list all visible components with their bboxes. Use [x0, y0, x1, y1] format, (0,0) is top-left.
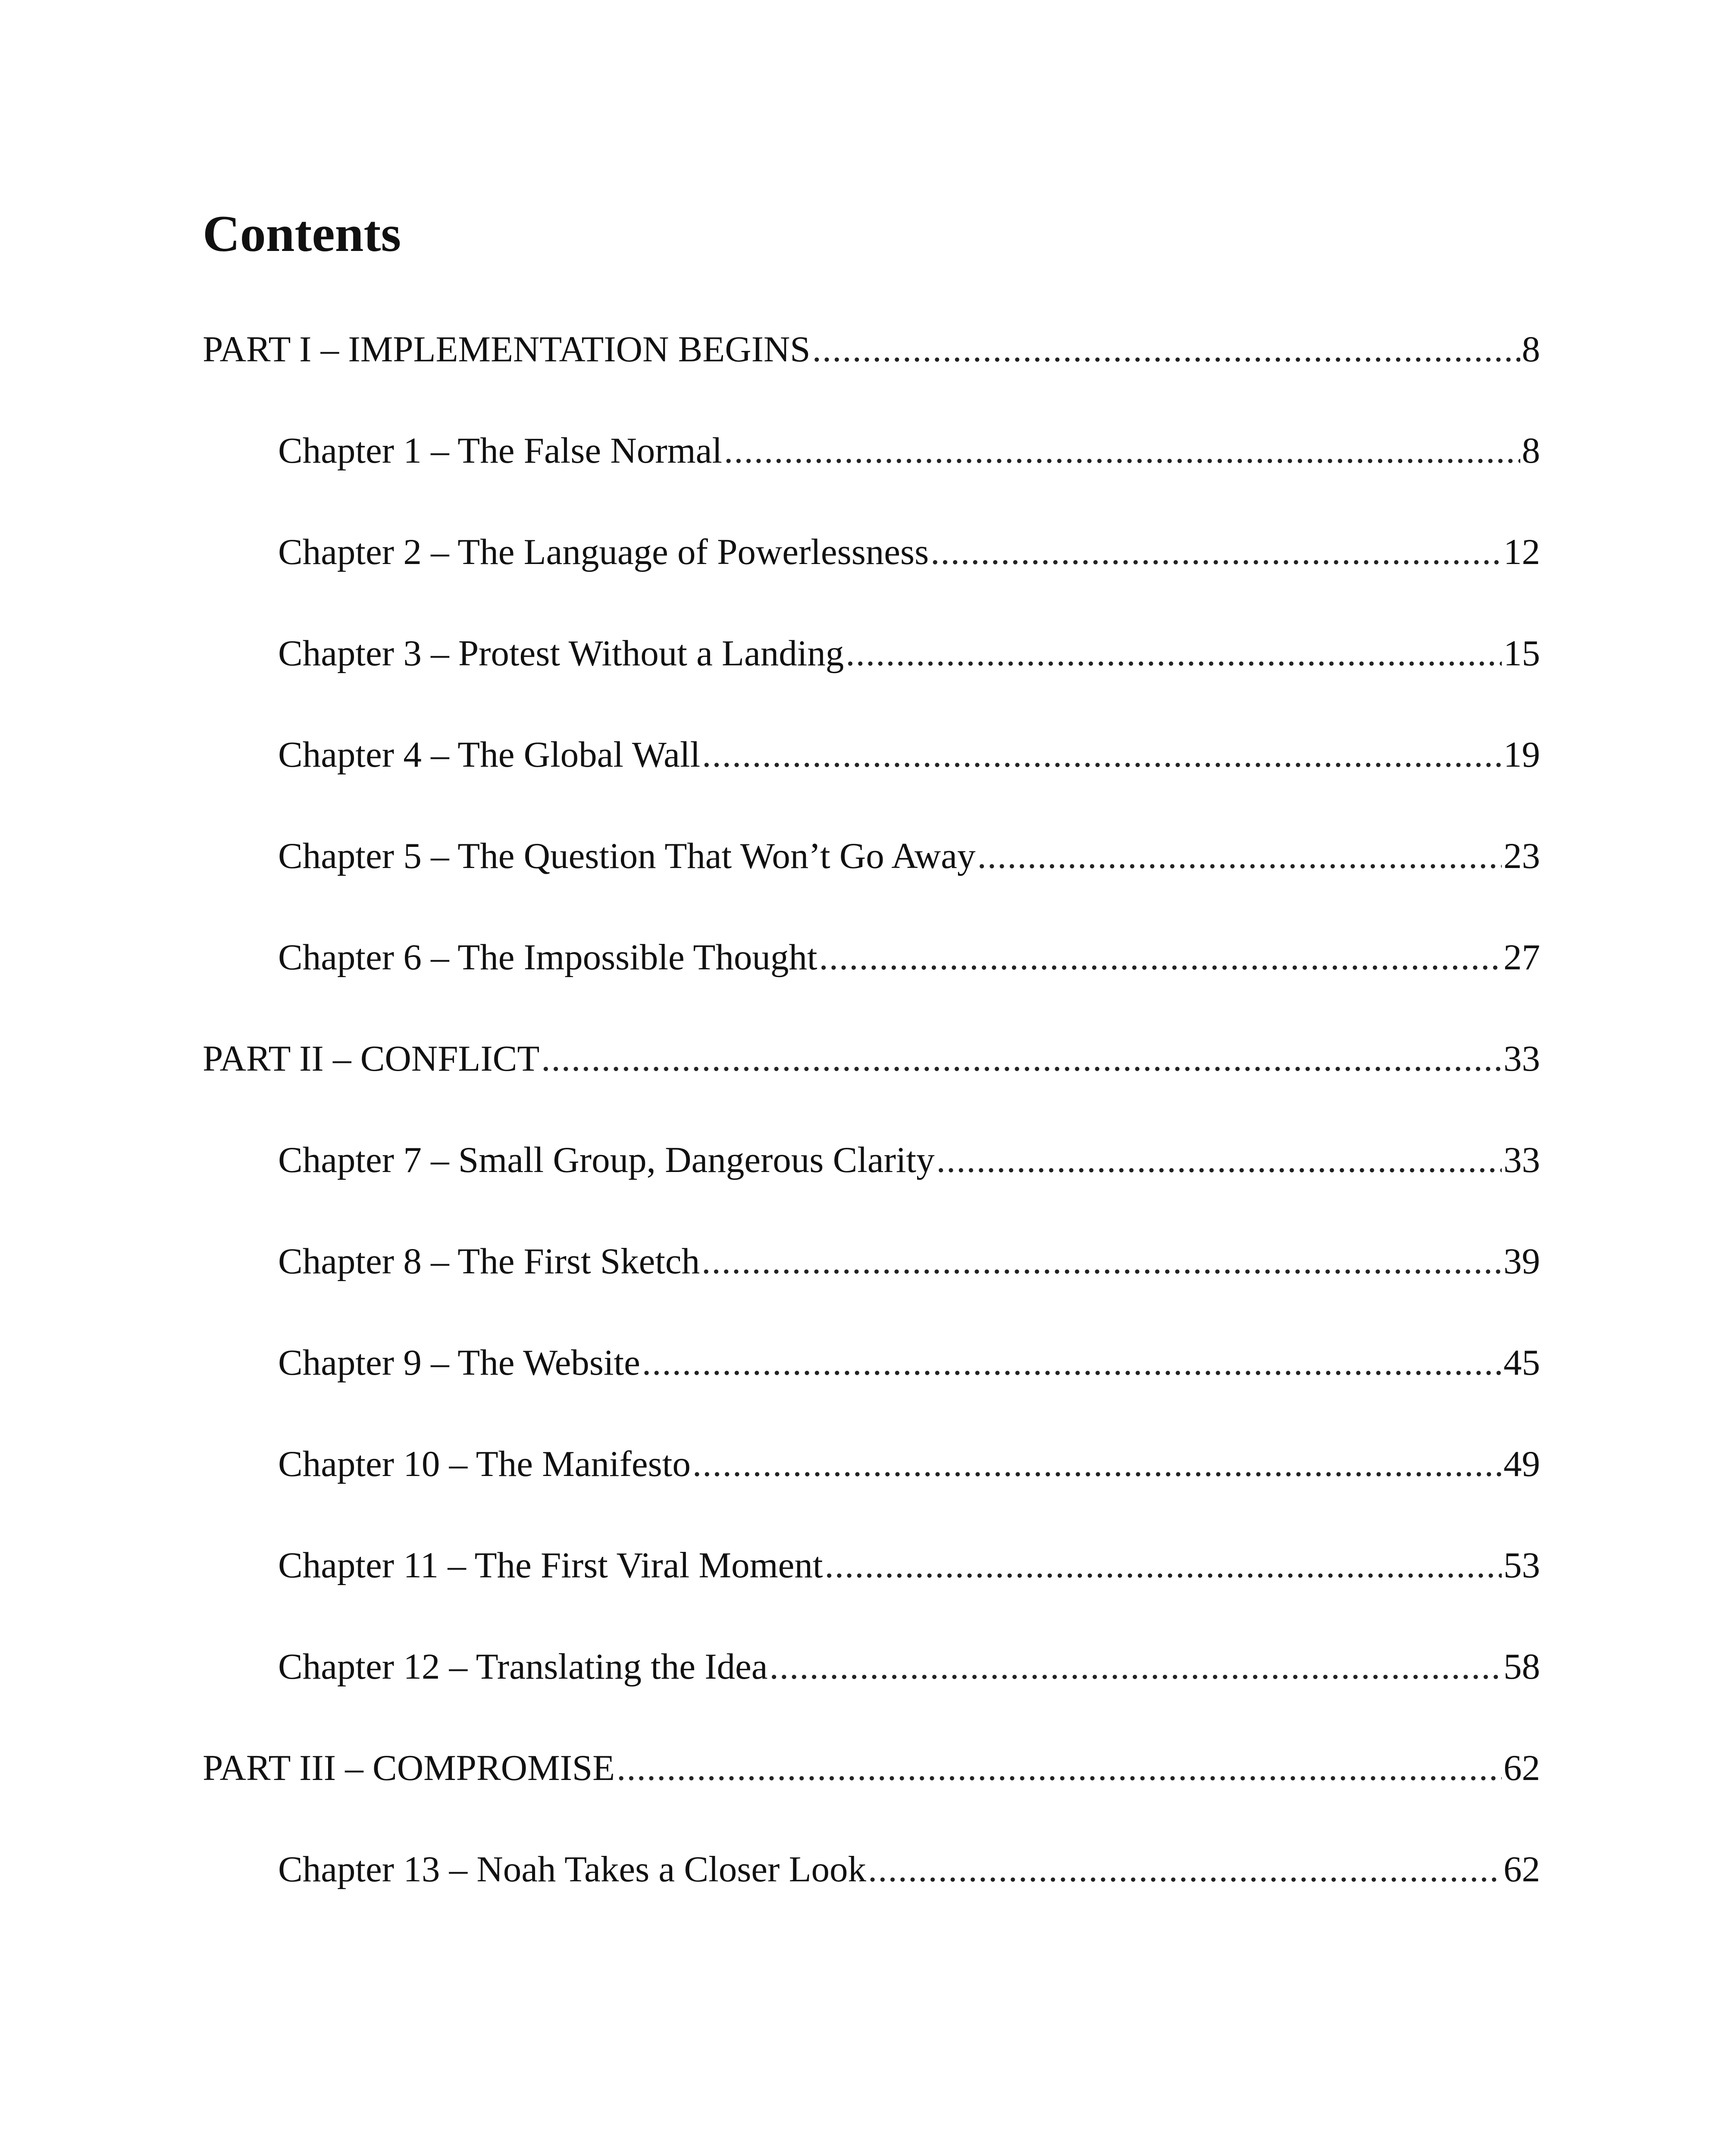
toc-entry-label: Chapter 8 – The First Sketch — [278, 1241, 700, 1282]
toc-part-entry[interactable] — [203, 1035, 1540, 1082]
dot-leader — [812, 326, 1520, 373]
toc-entry-label: PART III – COMPROMISE — [203, 1748, 615, 1788]
toc-entry-page-number: 45 — [1503, 1342, 1540, 1383]
dot-leader — [642, 1339, 1502, 1386]
page-title: Contents — [203, 205, 401, 262]
toc-chapter-entry[interactable] — [278, 934, 1540, 981]
toc-entry-page-number: 12 — [1503, 532, 1540, 572]
toc-part-entry[interactable] — [203, 326, 1540, 373]
dot-leader — [617, 1744, 1502, 1792]
toc-entry-page-number: 19 — [1503, 734, 1540, 775]
toc-entry-label: Chapter 12 – Translating the Idea — [278, 1646, 768, 1687]
toc-entry-label: Chapter 7 – Small Group, Dangerous Clarity — [278, 1140, 935, 1180]
dot-leader — [702, 731, 1502, 778]
toc-entry-page-number: 23 — [1503, 836, 1540, 876]
toc-entry-page-number: 62 — [1503, 1849, 1540, 1890]
toc-entry-label: Chapter 2 – The Language of Powerlessness — [278, 532, 929, 572]
toc-chapter-entry[interactable] — [278, 1542, 1540, 1589]
toc-entry-page-number: 53 — [1503, 1545, 1540, 1586]
toc-chapter-entry[interactable] — [278, 731, 1540, 778]
toc-entry-label: Chapter 6 – The Impossible Thought — [278, 937, 817, 978]
toc-entry-page-number: 39 — [1503, 1241, 1540, 1282]
dot-leader — [724, 427, 1520, 474]
dot-leader — [770, 1643, 1502, 1690]
toc-entry-page-number: 33 — [1503, 1038, 1540, 1079]
dot-leader — [936, 1136, 1502, 1184]
dot-leader — [541, 1035, 1502, 1082]
dot-leader — [846, 630, 1502, 677]
dot-leader — [702, 1238, 1502, 1285]
toc-chapter-entry[interactable] — [278, 832, 1540, 880]
toc-chapter-entry[interactable] — [278, 1136, 1540, 1184]
toc-entry-label: Chapter 13 – Noah Takes a Closer Look — [278, 1849, 866, 1890]
toc-chapter-entry[interactable] — [278, 427, 1540, 474]
toc-chapter-entry[interactable] — [278, 1339, 1540, 1386]
toc-chapter-entry[interactable] — [278, 1440, 1540, 1488]
toc-entry-page-number: 15 — [1503, 633, 1540, 674]
toc-entry-page-number: 62 — [1503, 1748, 1540, 1788]
toc-entry-label: Chapter 3 – Protest Without a Landing — [278, 633, 844, 674]
dot-leader — [930, 528, 1502, 576]
toc-entry-page-number: 27 — [1503, 937, 1540, 978]
toc-chapter-entry[interactable] — [278, 630, 1540, 677]
toc-entry-page-number: 8 — [1522, 329, 1540, 370]
toc-entry-label: Chapter 4 – The Global Wall — [278, 734, 701, 775]
toc-entry-label: Chapter 1 – The False Normal — [278, 430, 723, 471]
toc-entry-label: PART II – CONFLICT — [203, 1038, 540, 1079]
toc-entry-label: PART I – IMPLEMENTATION BEGINS — [203, 329, 811, 370]
toc-chapter-entry[interactable] — [278, 1238, 1540, 1285]
dot-leader — [977, 832, 1502, 880]
toc-entry-label: Chapter 10 – The Manifesto — [278, 1444, 691, 1484]
toc-entry-label: Chapter 11 – The First Viral Moment — [278, 1545, 823, 1586]
toc-chapter-entry[interactable] — [278, 1643, 1540, 1690]
toc-entry-label: Chapter 9 – The Website — [278, 1342, 640, 1383]
toc-entry-page-number: 33 — [1503, 1140, 1540, 1180]
toc-chapter-entry[interactable] — [278, 1846, 1540, 1893]
toc-entry-label: Chapter 5 – The Question That Won’t Go Away — [278, 836, 976, 876]
dot-leader — [824, 1542, 1502, 1589]
dot-leader — [819, 934, 1502, 981]
dot-leader — [868, 1846, 1502, 1893]
toc-entry-page-number: 58 — [1503, 1646, 1540, 1687]
toc-entry-page-number: 49 — [1503, 1444, 1540, 1484]
toc-part-entry[interactable] — [203, 1744, 1540, 1792]
toc-entry-page-number: 8 — [1522, 430, 1540, 471]
dot-leader — [692, 1440, 1502, 1488]
toc-chapter-entry[interactable] — [278, 528, 1540, 576]
